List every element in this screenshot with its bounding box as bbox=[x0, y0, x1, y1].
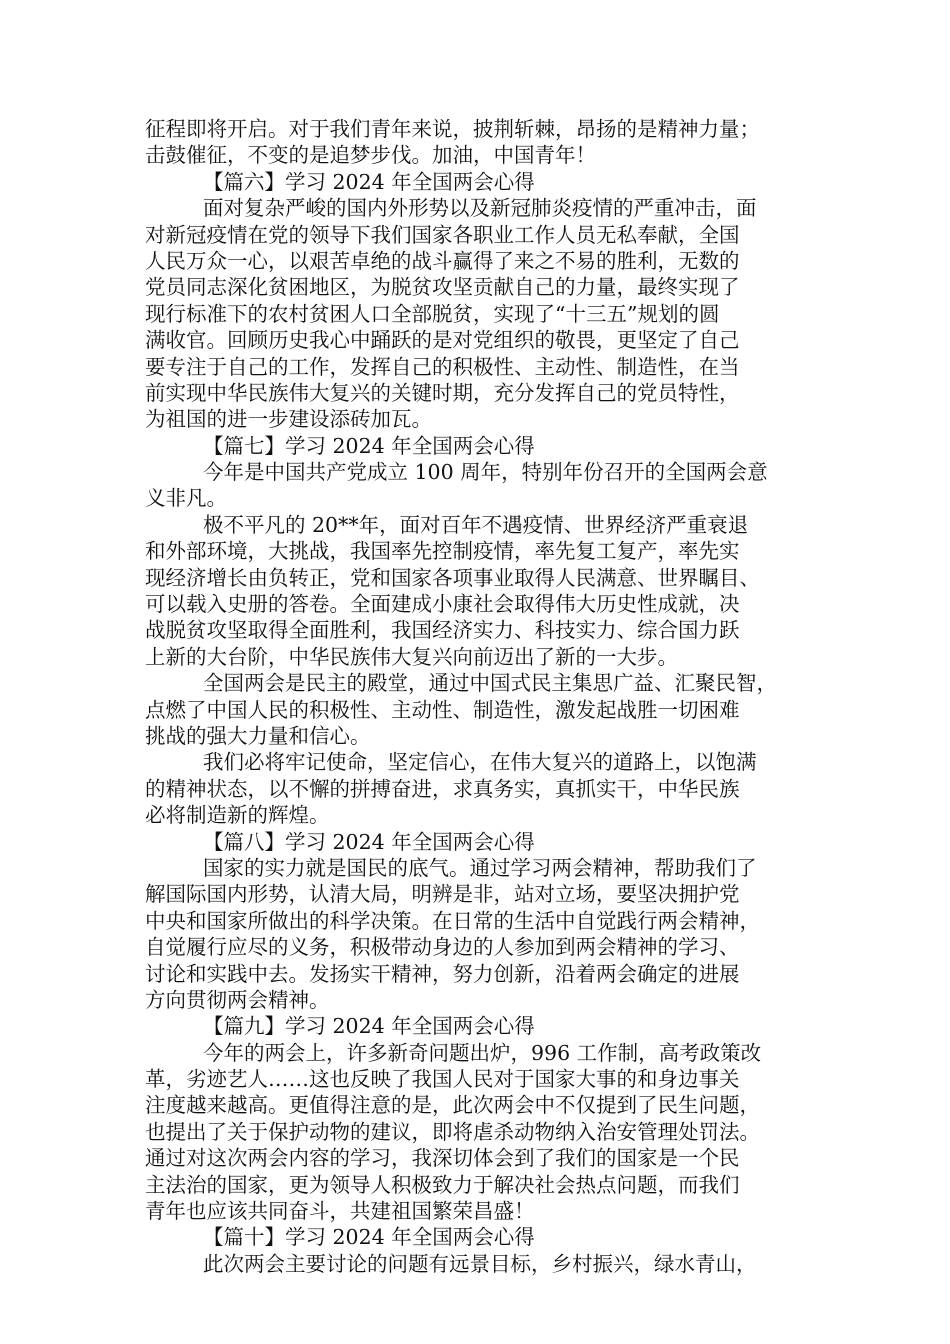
text-line: 此次两会主要讨论的问题有远景目标，乡村振兴，绿水青山， bbox=[203, 1251, 757, 1276]
text-line: 现经济增长由负转正，党和国家各项事业取得人民满意、世界瞩目、 bbox=[145, 565, 760, 590]
section-heading: 【篇十】学习 2024 年全国两会心得 bbox=[203, 1225, 535, 1250]
text-line: 也提出了关于保护动物的建议，即将虐杀动物纳入治安管理处罚法。 bbox=[145, 1119, 760, 1144]
text-line: 战脱贫攻坚取得全面胜利，我国经济实力、科技实力、综合国力跃 bbox=[145, 618, 740, 643]
section-heading: 【篇七】学习 2024 年全国两会心得 bbox=[203, 433, 535, 458]
text-line: 必将制造新的辉煌。 bbox=[145, 803, 330, 828]
text-line: 击鼓催征，不变的是追梦步伐。加油，中国青年！ bbox=[145, 143, 596, 168]
text-line: 青年也应该共同奋斗，共建祖国繁荣昌盛！ bbox=[145, 1199, 535, 1224]
section-heading: 【篇八】学习 2024 年全国两会心得 bbox=[203, 829, 535, 854]
text-line: 通过对这次两会内容的学习，我深切体会到了我们的国家是一个民 bbox=[145, 1146, 740, 1171]
text-line: 点燃了中国人民的积极性、主动性、制造性，激发起战胜一切困难 bbox=[145, 697, 740, 722]
text-line: 现行标准下的农村贫困人口全部脱贫，实现了“十三五”规划的圆 bbox=[145, 301, 720, 326]
text-line: 今年是中国共产党成立 100 周年，特别年份召开的全国两会意 bbox=[203, 460, 768, 485]
text-line: 满收官。回顾历史我心中踊跃的是对党组织的敬畏，更坚定了自己 bbox=[145, 328, 740, 353]
text-line: 挑战的强大力量和信心。 bbox=[145, 723, 371, 748]
text-line: 极不平凡的 20**年，面对百年不遇疫情、世界经济严重衰退 bbox=[203, 512, 749, 537]
text-line: 解国际国内形势，认清大局，明辨是非，站对立场，要坚决拥护党 bbox=[145, 882, 740, 907]
text-line: 方向贯彻两会精神。 bbox=[145, 987, 330, 1012]
text-line: 国家的实力就是国民的底气。通过学习两会精神，帮助我们了 bbox=[203, 855, 757, 880]
text-line: 和外部环境，大挑战，我国率先控制疫情，率先复工复产，率先实 bbox=[145, 539, 740, 564]
text-line: 人民万众一心，以艰苦卓绝的战斗赢得了来之不易的胜利，无数的 bbox=[145, 248, 740, 273]
text-line: 注度越来越高。更值得注意的是，此次两会中不仅提到了民生问题， bbox=[145, 1093, 760, 1118]
document-page bbox=[145, 116, 815, 1277]
text-line: 党员同志深化贫困地区，为脱贫攻坚贡献自己的力量，最终实现了 bbox=[145, 275, 740, 300]
text-line: 自觉履行应尽的义务，积极带动身边的人参加到两会精神的学习、 bbox=[145, 935, 740, 960]
text-line: 面对复杂严峻的国内外形势以及新冠肺炎疫情的严重冲击，面 bbox=[203, 196, 757, 221]
text-line: 主法治的国家，更为领导人积极致力于解决社会热点问题，而我们 bbox=[145, 1172, 740, 1197]
text-line: 要专注于自己的工作，发挥自己的积极性、主动性、制造性，在当 bbox=[145, 354, 740, 379]
text-line: 今年的两会上，许多新奇问题出炉，996 工作制，高考政策改 bbox=[203, 1040, 762, 1065]
text-line: 中央和国家所做出的科学决策。在日常的生活中自觉践行两会精神， bbox=[145, 908, 760, 933]
text-line: 我们必将牢记使命，坚定信心，在伟大复兴的道路上，以饱满 bbox=[203, 750, 757, 775]
text-line: 可以载入史册的答卷。全面建成小康社会取得伟大历史性成就，决 bbox=[145, 592, 740, 617]
text-line: 对新冠疫情在党的领导下我们国家各职业工作人员无私奉献，全国 bbox=[145, 222, 740, 247]
text-line: 的精神状态，以不懈的拼搏奋进，求真务实，真抓实干，中华民族 bbox=[145, 776, 740, 801]
text-line: 革，劣迹艺人……这也反映了我国人民对于国家大事的和身边事关 bbox=[145, 1067, 740, 1092]
text-line: 义非凡。 bbox=[145, 486, 227, 511]
section-heading: 【篇九】学习 2024 年全国两会心得 bbox=[203, 1014, 535, 1039]
text-line: 全国两会是民主的殿堂，通过中国式民主集思广益、汇聚民智， bbox=[203, 671, 777, 696]
section-heading: 【篇六】学习 2024 年全国两会心得 bbox=[203, 169, 535, 194]
text-line: 征程即将开启。对于我们青年来说，披荆斩棘，昂扬的是精神力量； bbox=[145, 117, 760, 141]
text-line: 讨论和实践中去。发扬实干精神，努力创新，沿着两会确定的进展 bbox=[145, 961, 740, 986]
text-line: 前实现中华民族伟大复兴的关键时期，充分发挥自己的党员特性， bbox=[145, 380, 740, 405]
text-line: 为祖国的进一步建设添砖加瓦。 bbox=[145, 407, 432, 432]
text-line: 上新的大台阶，中华民族伟大复兴向前迈出了新的一大步。 bbox=[145, 644, 678, 669]
